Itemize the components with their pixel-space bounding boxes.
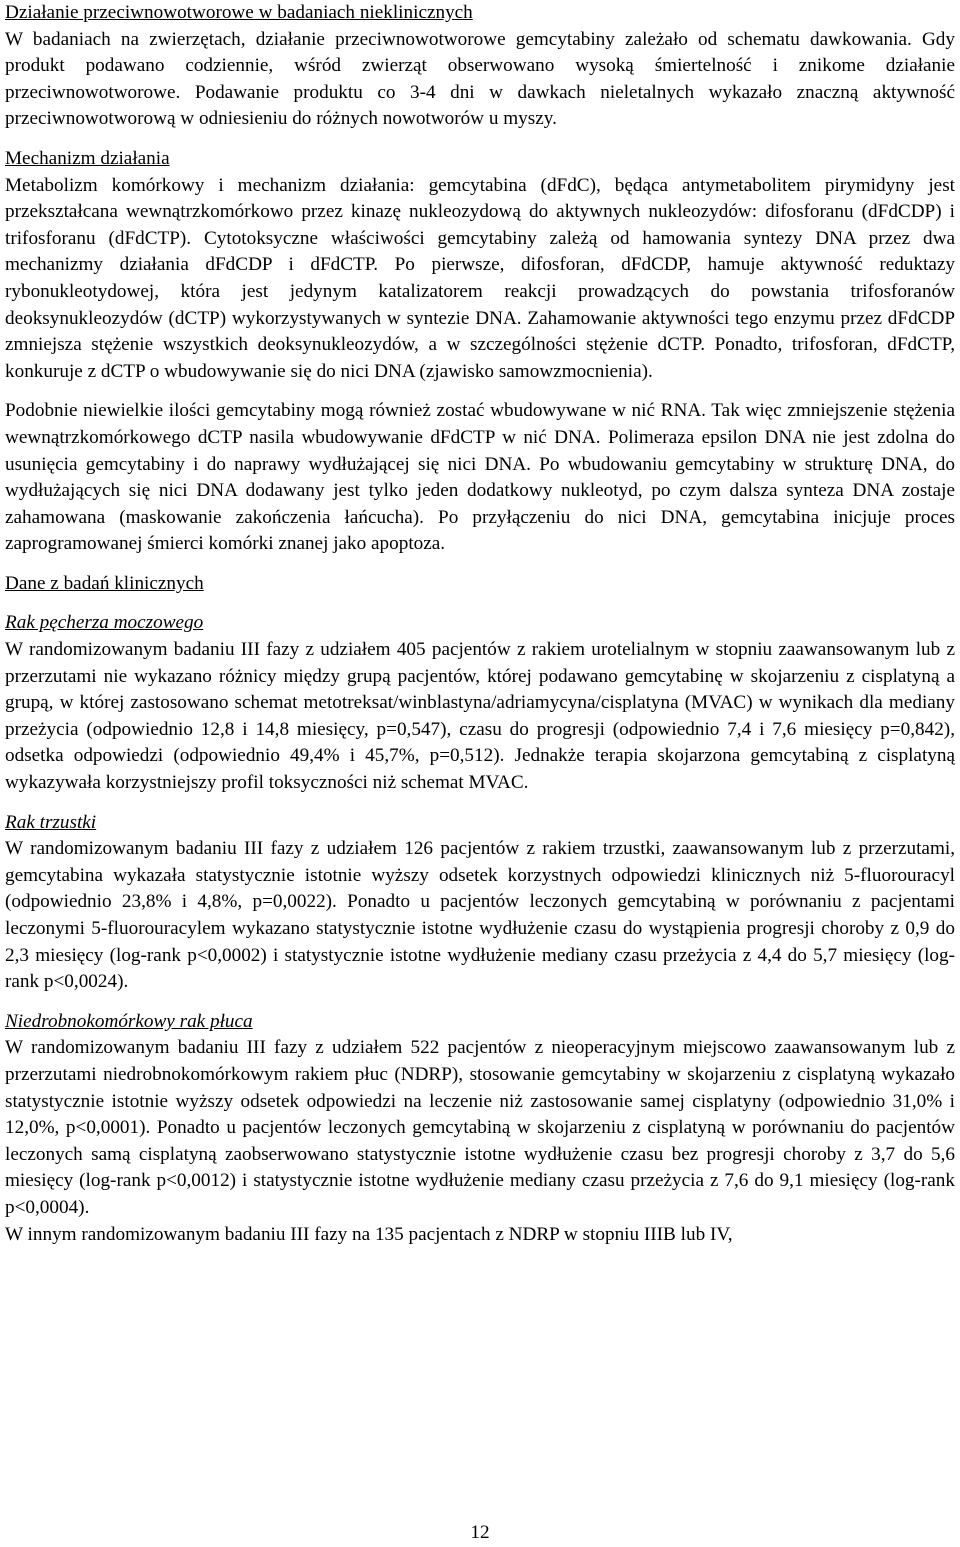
paragraph-nsclc-1: W randomizowanym badaniu III fazy z udziałem 522 pacjentów z nieoperacyjnym miejscowo zaawansowanym lub z przerzutami niedrobnokomórkowym rakiem płuc (NDRP), stosowanie gemcytabiny w skojarzeniu z cisplatyną wykazało statystycznie istotnie wyższy odsetek odpowiedzi na leczenie niż zastosowanie samej cisplatyny (odpowiednio 31,0% i 12,0%, p<0,0001). Ponadto u pacjentów leczonych gemcytabiną w skojarzeniu z cisplatyną w porównaniu do pacjentów leczonych samą cisplatyną zaobserwowano statystycznie istotne wydłużenie czasu bez progresji choroby z 3,7 do 5,6 miesięcy (log-rank p<0,0012) i statystycznie istotne wydłużenie mediany czasu przeżycia z 7,6 do 9,1 miesięcy (log-rank p<0,0004). [5, 1037, 955, 1218]
section-heading-mechanism: Mechanizm działania [5, 147, 170, 169]
section-heading-clinical: Dane z badań klinicznych [5, 572, 204, 594]
spacer [5, 133, 955, 146]
spacer [5, 385, 955, 398]
page-number: 12 [470, 1522, 490, 1543]
subsection-heading-bladder: Rak pęcherza moczowego [5, 612, 204, 634]
paragraph-nsclc-2: W innym randomizowanym badaniu III fazy na 135 pacjentach z NDRP w stopniu IIIB lub IV, [5, 1223, 733, 1245]
paragraph-mechanism-1: Metabolizm komórkowy i mechanizm działania: gemcytabina (dFdC), będąca antymetabolitem pirymidyny jest przekształcana wewnątrzkomórkowo przez kinazę nukleozydową do aktywnych nukleozydów: difosforanu (dFdCDP) i trifosforanu (dFdCTP). Cytotoksyczne właściwości gemcytabiny zależą od hamowania syntezy DNA przez dwa mechanizmy działania dFdCDP i dFdCTP. Po pierwsze, difosforan, dFdCDP, hamuje aktywność reduktazy rybonukleotydowej, która jest jedynym katalizatorem reakcji prowadzących do powstania trifosforanów deoksynukleozydów (dCTP) wykorzystywanych w syntezie DNA. Zahamowanie aktywności tego enzymu przez dFdCDP zmniejsza stężenie wszystkich deoksynukleozydów, a w szczególności stężenie dCTP. Ponadto, trifosforan, dFdCTP, konkuruje z dCTP o wbudowywanie się do nici DNA (zjawisko samowzmocnienia). [5, 174, 955, 382]
paragraph-preclinical: W badaniach na zwierzętach, działanie przeciwnowotworowe gemcytabiny zależało od schematu dawkowania. Gdy produkt podawano codziennie, wśród zwierząt obserwowano wysoką śmiertelność i znikome działanie przeciwnowotworowe. Podawanie produktu co 3-4 dni w dawkach nieletalnych wykazało znaczną aktywność przeciwnowotworową w odniesieniu do różnych nowotworów u myszy. [5, 28, 955, 130]
spacer [5, 597, 955, 610]
document-page [5, 0, 955, 1248]
spacer [5, 996, 955, 1009]
spacer [5, 558, 955, 571]
section-heading-preclinical: Działanie przeciwnowotworowe w badaniach nieklinicznych [5, 2, 473, 23]
subsection-heading-nsclc: Niedrobnokomórkowy rak płuca [5, 1010, 253, 1032]
subsection-heading-pancreas: Rak trzustki [5, 811, 97, 833]
paragraph-mechanism-2: Podobnie niewielkie ilości gemcytabiny mogą również zostać wbudowywane w nić RNA. Tak więc zmniejszenie stężenia wewnątrzkomórkowego dCTP nasila wbudowywanie dFdCTP w nić DNA. Polimeraza epsilon DNA nie jest zdolna do usunięcia gemcytabiny i do naprawy wydłużającej się nici DNA. Po wbudowaniu gemcytabiny w strukturę DNA, do wydłużających się nici DNA dodawany jest tylko jeden dodatkowy nukleotyd, po czym dalsza synteza DNA zostaje zahamowana (maskowanie zakończenia łańcucha). Po przyłączeniu do nici DNA, gemcytabina inicjuje proces zaprogramowanej śmierci komórki znanej jako apoptoza. [5, 400, 955, 555]
paragraph-pancreas: W randomizowanym badaniu III fazy z udziałem 126 pacjentów z rakiem trzustki, zaawansowanym lub z przerzutami, gemcytabina wykazała statystycznie istotnie wyższy odsetek korzystnych odpowiedzi klinicznych niż 5-fluorouracyl (odpowiednio 23,8% i 4,8%, p=0,0022). Ponadto u pacjentów leczonych gemcytabiną w porównaniu z pacjentami leczonymi 5-fluorouracylem wykazano statystycznie istotne wydłużenie czasu do wystąpienia progresji choroby z 0,9 do 2,3 miesięcy (log-rank p<0,0002) i statystycznie istotne wydłużenie mediany czasu przeżycia z 4,4 do 5,7 miesięcy (log-rank p<0,0024). [5, 838, 955, 993]
spacer [5, 797, 955, 810]
paragraph-bladder: W randomizowanym badaniu III fazy z udziałem 405 pacjentów z rakiem urotelialnym w stopniu zaawansowanym lub z przerzutami nie wykazano różnicy między grupą pacjentów, której podawano gemcytabinę w skojarzeniu z cisplatyną a grupą, w której zastosowano schemat metotreksat/winblastyna/adriamycyna/cisplatyna (MVAC) w wynikach dla mediany przeżycia (odpowiednio 12,8 i 14,8 miesięcy, p=0,547), czasu do progresji (odpowiednio 7,4 i 7,6 miesięcy p=0,842), odsetka odpowiedzi (odpowiednio 49,4% i 45,7%, p=0,512). Jednakże terapia skojarzona gemcytabiną z cisplatyną wykazywała korzystniejszy profil toksyczności niż schemat MVAC. [5, 639, 955, 794]
